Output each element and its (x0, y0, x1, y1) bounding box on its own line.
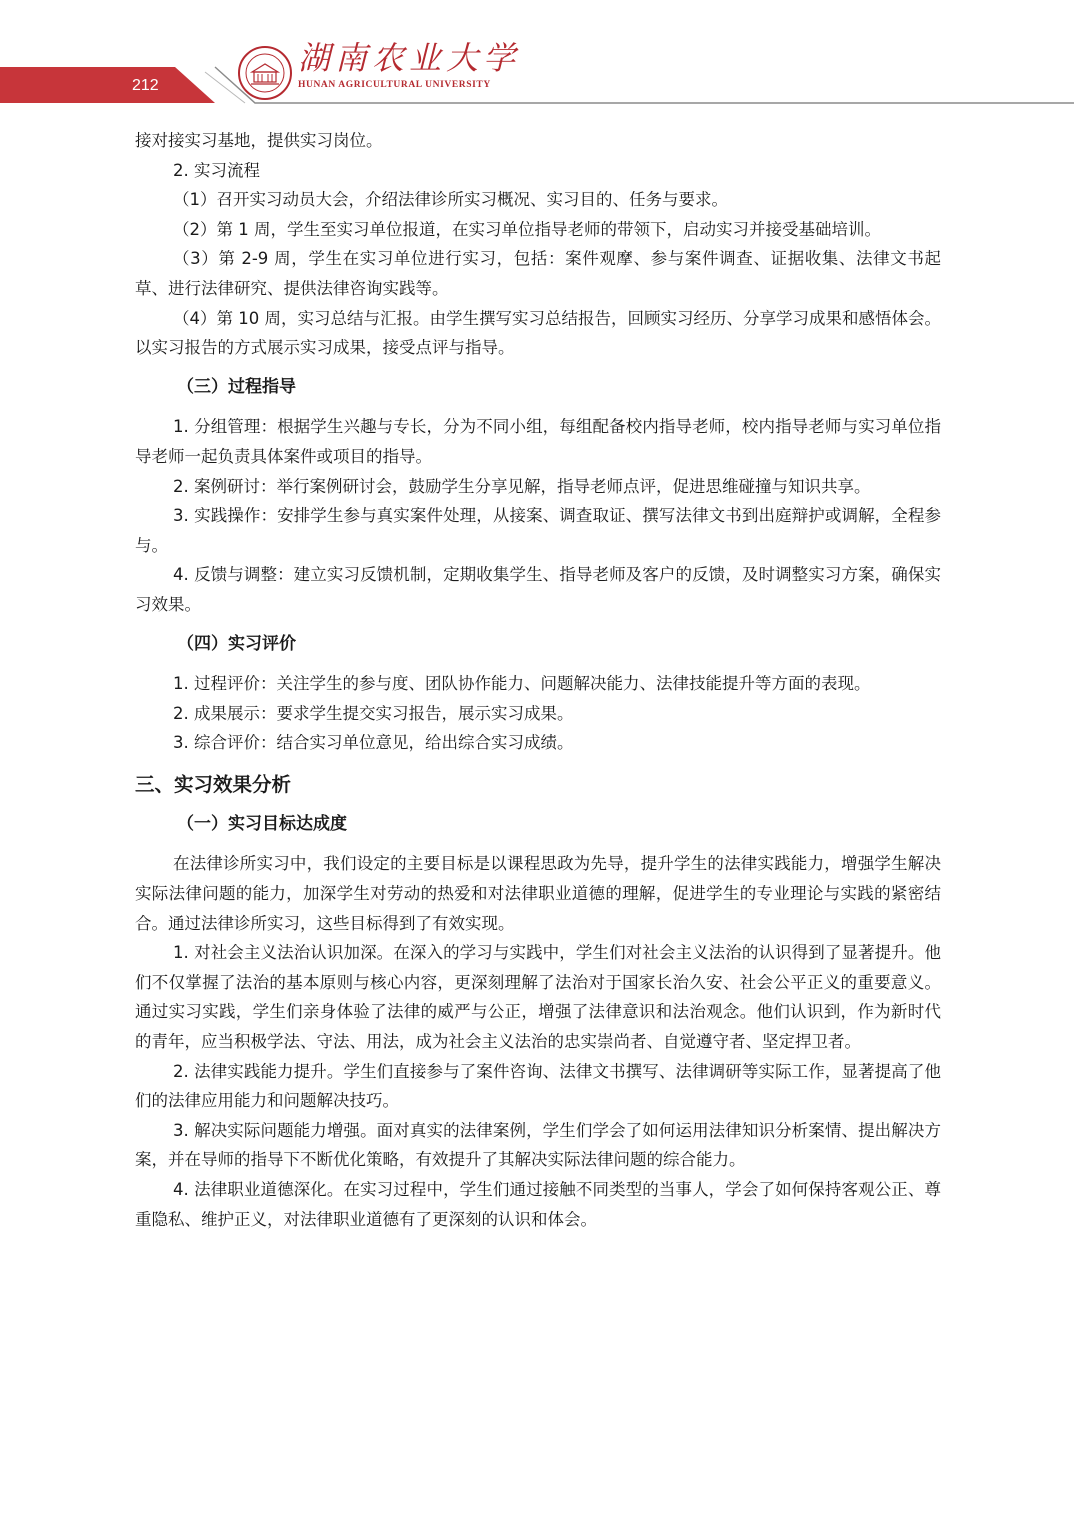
university-name-en: HUNAN AGRICULTURAL UNIVERSITY (298, 80, 491, 90)
list-item: 2. 法律实践能力提升。学生们直接参与了案件咨询、法律文书撰写、法律调研等实际工作，显著提高了他们的法律应用能力和问题解决技巧。 (135, 1061, 941, 1111)
section-heading: 三、实习效果分析 (135, 772, 292, 796)
subsection-heading-evaluation: （四）实习评价 (177, 633, 296, 654)
university-name-cn: 湖南农业大学 (298, 39, 521, 77)
list-item: （2）第 1 周，学生至实习单位报道，在实习单位指导老师的带领下，启动实习并接受基础培训。 (173, 219, 881, 239)
subsection-heading-process: （三）过程指导 (177, 376, 296, 397)
list-item: 3. 综合评价：结合实习单位意见，给出综合实习成绩。 (173, 733, 574, 753)
list-item: 4. 法律职业道德深化。在实习过程中，学生们通过接触不同类型的当事人，学会了如何保持客观公正、尊重隐私、维护正义，对法律职业道德有了更深刻的认识和体会。 (135, 1180, 941, 1229)
list-item: （4）第 10 周，实习总结与汇报。由学生撰写实习总结报告，回顾实习经历、分享学习成果和感悟体会。以实习报告的方式展示实习成果，接受点评与指导。 (135, 308, 941, 358)
list-item: 2. 成果展示：要求学生提交实习报告，展示实习成果。 (173, 703, 574, 723)
list-item: 1. 对社会主义法治认识加深。在深入的学习与实践中，学生们对社会主义法治的认识得到了显著提升。他们不仅掌握了法治的基本原则与核心内容，更深刻理解了法治对于国家长治久安、社会公平正义的重要意义。通过实习实践，学生们亲身体验了法律的威严与公正，增强了法律意识和法治观念。他们认识到，作为新时代的青年，应当积极学法、守法、用法，成为社会主义法治的忠实崇尚者、自觉遵守者、坚定捍卫者。 (135, 943, 941, 1052)
list-item: 1. 分组管理：根据学生兴趣与专长，分为不同小组，每组配备校内指导老师，校内指导老师与实习单位指导老师一起负责具体案件或项目的指导。 (135, 417, 941, 466)
list-item: 1. 过程评价：关注学生的参与度、团队协作能力、问题解决能力、法律技能提升等方面的表现。 (173, 674, 871, 694)
list-item: 3. 实践操作：安排学生参与真实案件处理，从接案、调查取证、撰写法律文书到出庭辩护或调解，全程参与。 (135, 506, 941, 555)
paragraph: 接对接实习基地，提供实习岗位。 (135, 131, 383, 150)
document-body (135, 126, 941, 1234)
list-item: （1）召开实习动员大会，介绍法律诊所实习概况、实习目的、任务与要求。 (173, 190, 728, 210)
list-item: 2. 实习流程 (173, 160, 260, 180)
list-item: 3. 解决实际问题能力增强。面对真实的法律案例，学生们学会了如何运用法律知识分析案情、提出解决方案，并在导师的指导下不断优化策略，有效提升了其解决实际法律问题的综合能力。 (135, 1120, 941, 1170)
paragraph: 在法律诊所实习中，我们设定的主要目标是以课程思政为先导，提升学生的法律实践能力，增强学生解决实际法律问题的能力，加深学生对劳动的热爱和对法律职业道德的理解，促进学生的专业理论与实践的紧密结合。通过法律诊所实习，这些目标得到了有效实现。 (135, 854, 941, 933)
university-seal-icon (237, 45, 293, 101)
list-item: 2. 案例研讨：举行案例研讨会，鼓励学生分享见解，指导老师点评，促进思维碰撞与知识共享。 (173, 476, 871, 496)
subsection-heading-goal: （一）实习目标达成度 (177, 813, 347, 834)
university-logo (298, 38, 521, 90)
header-rule (0, 0, 1074, 110)
list-item: 4. 反馈与调整：建立实习反馈机制，定期收集学生、指导老师及客户的反馈，及时调整实习方案，确保实习效果。 (135, 565, 941, 614)
page-number: 212 (132, 77, 159, 94)
list-item: （3）第 2-9 周，学生在实习单位进行实习，包括：案件观摩、参与案件调查、证据收集、法律文书起草、进行法律研究、提供法律咨询实践等。 (135, 249, 941, 298)
